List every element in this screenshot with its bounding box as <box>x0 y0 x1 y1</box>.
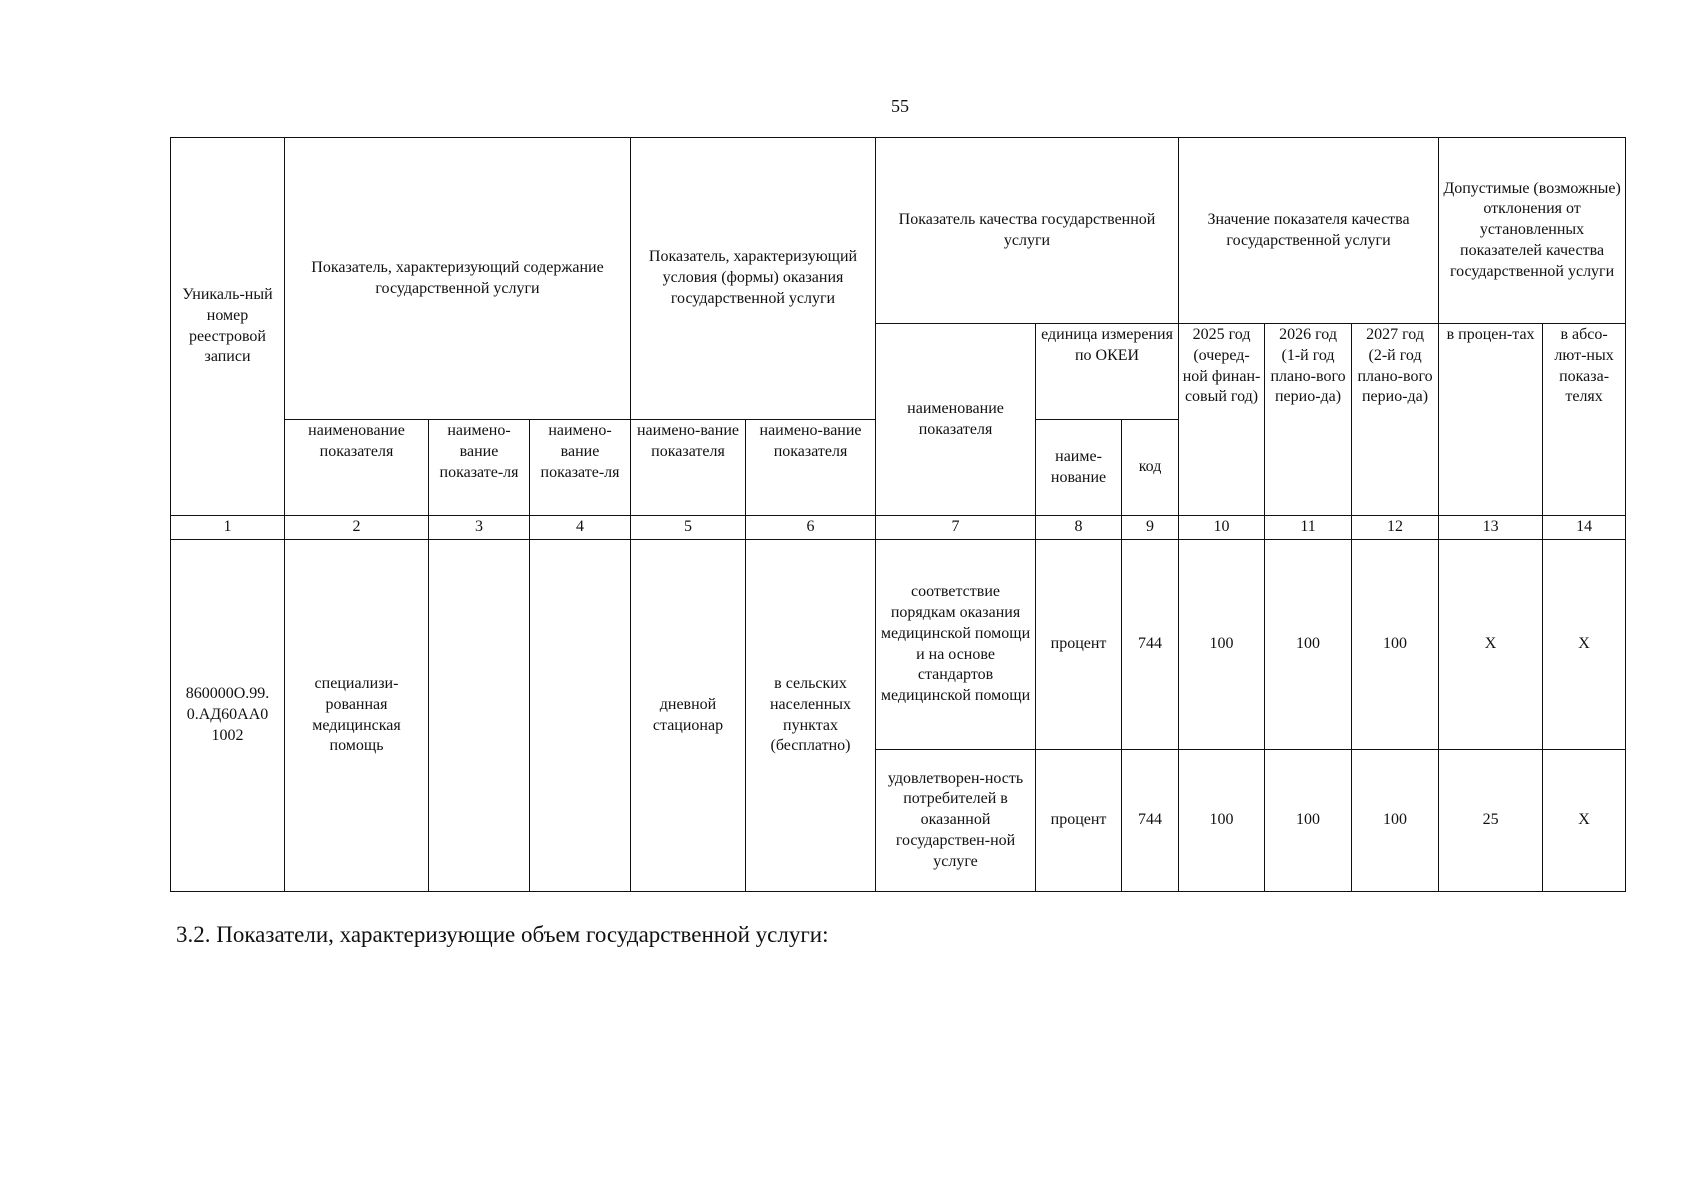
header-col9: код <box>1122 420 1179 516</box>
unit-name-cell: процент <box>1036 540 1122 750</box>
column-number: 1 <box>171 516 285 540</box>
header-col2: наименование показателя <box>285 420 429 516</box>
column-number: 14 <box>1543 516 1626 540</box>
column-number: 2 <box>285 516 429 540</box>
column-number: 4 <box>530 516 631 540</box>
header-content-group: Показатель, характеризующий содержание государственной услуги <box>285 138 631 420</box>
quality-indicators-table <box>170 137 1626 892</box>
column-number: 12 <box>1352 516 1439 540</box>
column-number: 6 <box>746 516 876 540</box>
deviation-absolute-cell: Х <box>1543 540 1626 750</box>
condition-indicator-2-cell: в сельских населенных пунктах (бесплатно) <box>746 540 876 892</box>
deviation-absolute-cell: Х <box>1543 750 1626 892</box>
value-2027-cell: 100 <box>1352 750 1439 892</box>
page-number: 55 <box>891 96 909 116</box>
unit-name-cell: процент <box>1036 750 1122 892</box>
column-number: 10 <box>1179 516 1265 540</box>
content-indicator-2-cell <box>429 540 530 892</box>
header-col6: наимено-вание показателя <box>746 420 876 516</box>
column-number: 7 <box>876 516 1036 540</box>
value-2027-cell: 100 <box>1352 540 1439 750</box>
column-number: 11 <box>1265 516 1352 540</box>
column-number: 5 <box>631 516 746 540</box>
header-col12: 2027 год (2-й год плано-вого перио-да) <box>1352 324 1439 516</box>
header-col8: наиме-нование <box>1036 420 1122 516</box>
header-col4: наимено-вание показате-ля <box>530 420 631 516</box>
header-col10: 2025 год (очеред-ной финан-совый год) <box>1179 324 1265 516</box>
header-value-group: Значение показателя качества государственной услуги <box>1179 138 1439 324</box>
value-2026-cell: 100 <box>1265 750 1352 892</box>
table-row <box>171 540 1626 750</box>
header-quality-group: Показатель качества государственной услуги <box>876 138 1179 324</box>
header-conditions-group: Показатель, характеризующий условия (формы) оказания государственной услуги <box>631 138 876 420</box>
value-2026-cell: 100 <box>1265 540 1352 750</box>
quality-indicator-cell: соответствие порядкам оказания медицинской помощи и на основе стандартов медицинской помощи <box>876 540 1036 750</box>
header-col14: в абсо-лют-ных показа-телях <box>1543 324 1626 516</box>
header-col5: наимено-вание показателя <box>631 420 746 516</box>
condition-indicator-1-cell: дневной стационар <box>631 540 746 892</box>
deviation-percent-cell: Х <box>1439 540 1543 750</box>
deviation-percent-cell: 25 <box>1439 750 1543 892</box>
unit-code-cell: 744 <box>1122 540 1179 750</box>
column-number: 3 <box>429 516 530 540</box>
section-heading: 3.2. Показатели, характеризующие объем государственной услуги: <box>176 922 829 947</box>
column-number: 8 <box>1036 516 1122 540</box>
value-2025-cell: 100 <box>1179 750 1265 892</box>
header-deviation-group: Допустимые (возможные) отклонения от установленных показателей качества государственной услуги <box>1439 138 1626 324</box>
header-unit-group: единица измерения по ОКЕИ <box>1036 324 1179 420</box>
quality-indicator-cell: удовлетворен-ность потребителей в оказанной государствен-ной услуге <box>876 750 1036 892</box>
header-col3: наимено-вание показате-ля <box>429 420 530 516</box>
column-number: 9 <box>1122 516 1179 540</box>
content-indicator-1-cell: специализи-рованная медицинская помощь <box>285 540 429 892</box>
header-col13: в процен-тах <box>1439 324 1543 516</box>
column-numbers-row <box>171 516 1626 540</box>
unit-code-cell: 744 <box>1122 750 1179 892</box>
header-col7: наименование показателя <box>876 324 1036 516</box>
value-2025-cell: 100 <box>1179 540 1265 750</box>
header-col11: 2026 год (1-й год плано-вого перио-да) <box>1265 324 1352 516</box>
content-indicator-3-cell <box>530 540 631 892</box>
header-registry-number: Уникаль-ный номер реестровой записи <box>171 138 285 516</box>
registry-number-value: 860000О.99.0.АД60АА01002 <box>185 685 270 744</box>
registry-number-cell <box>171 540 285 892</box>
column-number: 13 <box>1439 516 1543 540</box>
